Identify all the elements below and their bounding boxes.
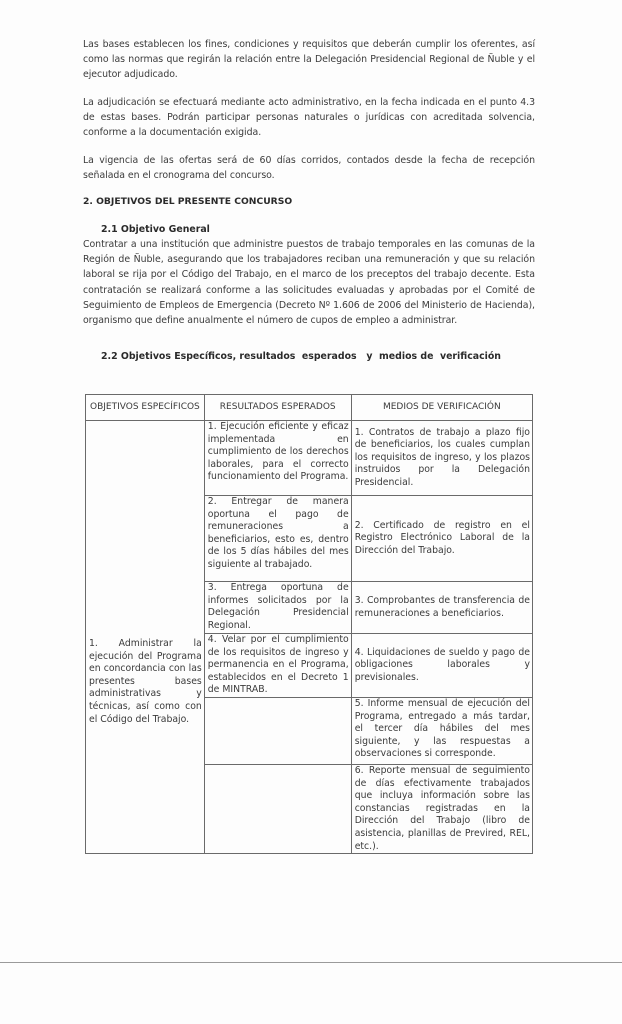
result-cell: 4. Velar por el cumplimiento de los requisitos de ingreso y permanencia en el Programa, establecidos en el Decreto 1 de MINTRAB.	[204, 634, 351, 698]
header-medios: MEDIOS DE VERIFICACIÓN	[351, 395, 532, 421]
table-row	[86, 421, 533, 496]
result-cell: 2. Entregar de manera oportuna el pago de remuneraciones a beneficiarios, esto es, dentro de los 5 días hábiles del mes siguiente al trabajado.	[204, 496, 351, 582]
table-header-row	[86, 395, 533, 421]
verification-cell: 4. Liquidaciones de sueldo y pago de obligaciones laborales y previsionales.	[351, 634, 532, 698]
page-break-line	[0, 962, 622, 963]
paragraph-bases: Las bases establecen los fines, condiciones y requisitos que deberán cumplir los oferentes, así como las normas que regirán la relación entre la Delegación Presidencial Regional de Ñuble y el ejecutor adjudicado.	[83, 39, 535, 81]
verification-cell: 2. Certificado de registro en el Registro Electrónico Laboral de la Dirección del Trabajo.	[351, 496, 532, 582]
verification-cell: 1. Contratos de trabajo a plazo fijo de beneficiarios, los cuales cumplan los requisitos de ingreso, y los plazos instruidos por la Delegación Presidencial.	[351, 421, 532, 496]
verification-cell: 3. Comprobantes de transferencia de remuneraciones a beneficiarios.	[351, 582, 532, 634]
objective-cell	[86, 421, 205, 854]
general-objective-text: Contratar a una institución que administre puestos de trabajo temporales en las comunas de la Región de Ñuble, asegurando que los trabajadores reciban una remuneración y que su relación laboral se rija por el Código del Trabajo, en el marco de los preceptos del trabajo decente. Esta contratación se realizará conforme a las solicitudes evaluadas y aprobadas por el Comité de Seguimiento de Empleos de Emergencia (Decreto Nº 1.606 de 2006 del Ministerio de Hacienda), organismo que define anualmente el número de cupos de empleo a administrar.	[83, 239, 535, 327]
paragraph-vigencia: La vigencia de las ofertas será de 60 días corridos, contados desde la fecha de recepción señalada en el cronograma del concurso.	[83, 155, 535, 182]
verification-cell: 6. Reporte mensual de seguimiento de días efectivamente trabajados que incluya información sobre las constancias registradas en la Dirección del Trabajo (libro de asistencia, planillas de Previred, REL, etc.).	[351, 764, 532, 853]
general-objective-heading: 2.1 Objetivo General	[101, 224, 210, 235]
result-cell-empty	[204, 697, 351, 764]
paragraph-adjudicacion: La adjudicación se efectuará mediante acto administrativo, en la fecha indicada en el punto 4.3 de estas bases. Podrán participar personas naturales o jurídicas con acreditada solvencia, conforme a la documentación exigida.	[83, 97, 535, 139]
result-cell-empty	[204, 764, 351, 853]
header-objetivos: OBJETIVOS ESPECÍFICOS	[86, 395, 205, 421]
specific-objectives-heading: 2.2 Objetivos Específicos, resultados esperados y medios de verificación	[101, 351, 501, 362]
objective-text: 1. Administrar la ejecución del Programa en concordancia con las presentes bases administrativas y técnicas, así como con el Código del Trabajo.	[89, 637, 202, 725]
header-resultados: RESULTADOS ESPERADOS	[204, 395, 351, 421]
section-heading: 2. OBJETIVOS DEL PRESENTE CONCURSO	[83, 196, 293, 207]
result-cell: 1. Ejecución eficiente y eficaz implementada en cumplimiento de los derechos laborales, para el correcto funcionamiento del Programa.	[204, 421, 351, 496]
verification-cell: 5. Informe mensual de ejecución del Programa, entregado a más tardar, el tercer día hábiles del mes siguiente, y las respuestas a observaciones si corresponde.	[351, 697, 532, 764]
result-cell: 3. Entrega oportuna de informes solicitados por la Delegación Presidencial Regional.	[204, 582, 351, 634]
objectives-table	[85, 394, 533, 854]
